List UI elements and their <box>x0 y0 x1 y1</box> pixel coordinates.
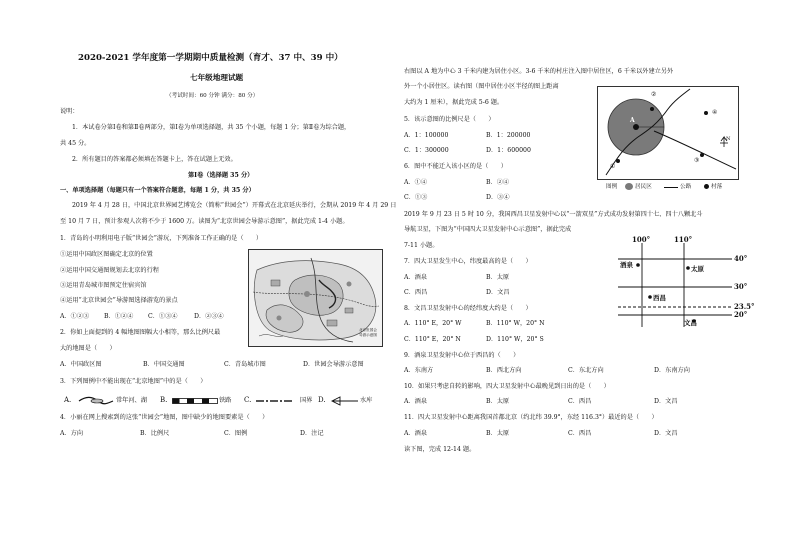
map2-legend-village: 村落 <box>711 184 723 190</box>
q5-answer-d: D．1：600000 <box>486 147 531 154</box>
q8-answer-d: D．110° W，20° S <box>486 336 544 343</box>
question-5: 5．该示意图的比例尺是（ ） <box>404 116 495 123</box>
q11-answer-b: B．太原 <box>486 430 510 437</box>
q2-answer-c: C．青岛城市图 <box>224 361 266 368</box>
expo-map-legend-2: 导游示意图 <box>359 333 377 337</box>
lat-23-5-label: 23.5° <box>734 302 755 311</box>
map2-label-3: ③ <box>694 157 700 164</box>
q8-answer-a: A．110° E，20° W <box>404 320 462 327</box>
question-6: 6．图中不能迁入该小区的是（ ） <box>404 163 507 170</box>
q11-answer-a: A．酒泉 <box>404 430 428 437</box>
q3-legend-a-letter: A. <box>64 396 72 404</box>
exam-subtitle: 七年级地理试题 <box>190 73 244 82</box>
map2-label-1: ① <box>610 163 616 170</box>
exam-title: 2020-2021 学年度第一学期期中质量检测（育才、37 中、39 中） <box>78 53 343 63</box>
question-3: 3．下列图例中不能出现在“北京地图”中的是（ ） <box>60 378 207 385</box>
passage-2: 右图以 A 地为中心 3 千米内建为居住小区。3-6 千米的村庄注入图中居住区，6 千米以外建立另外 <box>404 68 674 75</box>
q1-answer-a: A．①②③ <box>60 313 90 320</box>
q4-answer-d: D．注记 <box>300 430 324 437</box>
q3-legend-c-letter: C. <box>244 396 252 404</box>
border-symbol-icon <box>256 397 298 405</box>
q5-answer-c: C．1：300000 <box>404 147 449 154</box>
note-1: 1．本试卷分第Ⅰ卷和第Ⅱ卷两部分，第Ⅰ卷为单项选择题，共 35 个小题，每题 1 分；第Ⅱ卷为综合题， <box>72 124 351 131</box>
passage-3: 2019 年 9 月 23 日 5 时 10 分，我国西昌卫星发射中心以“一箭双星”方式成功发射第四十七、四十八颗北斗 <box>404 211 703 218</box>
q3-legend-a-label: 常年河、湖 <box>116 397 147 404</box>
map2-label-2: ② <box>651 91 657 98</box>
q8-answer-b: B．110° W，20° N <box>486 320 545 327</box>
lon-110-label: 110° <box>674 235 693 244</box>
residential-map-drawing <box>598 87 738 179</box>
q4-answer-a: A．方向 <box>60 430 84 437</box>
q2-answer-d: D．世园会导游示意图 <box>303 361 364 368</box>
passage-2b: 外一个小居住区。读右图（图中居住小区半径的图上距离 <box>404 83 559 90</box>
q3-legend-b-letter: B. <box>160 396 168 404</box>
passage-1b: 至 10 月 7 日，预计参观人次将不少于 1600 万。读图为“北京世园会导游示意图”，据此完成 1-4 小题。 <box>60 218 349 225</box>
expo-map-legend-1: 北京世园会 <box>359 328 377 332</box>
lat-40-label: 40° <box>734 254 748 263</box>
map2-legend-residential: 居民区 <box>635 184 652 190</box>
question-9: 9．酒泉卫星发射中心位于西昌的（ ） <box>404 352 520 359</box>
passage-3b: 导航卫星，下图为“中国四大卫星发射中心示意图”，据此完成 <box>404 226 572 233</box>
residential-swatch-icon <box>625 183 633 190</box>
question-10: 10．如果只考虑自转的影响，四大卫星发射中心最晚见到日出的是（ ） <box>404 383 610 390</box>
passage-2c: 大约为 1 厘米），据此完成 5-6 题。 <box>404 99 504 106</box>
q10-answer-d: D．文昌 <box>654 398 678 405</box>
lat-20-label: 20° <box>734 310 748 319</box>
railway-symbol-icon <box>172 398 218 404</box>
road-line-icon <box>664 187 678 188</box>
q3-legend-b-label: 铁路 <box>219 397 232 404</box>
note-1b: 共 45 分。 <box>60 140 91 147</box>
q4-answer-b: B．比例尺 <box>140 430 170 437</box>
q7-answer-c: C．西昌 <box>404 289 428 296</box>
wenchang-label: 文昌 <box>684 319 697 327</box>
map2-legend-road: 公路 <box>680 184 692 190</box>
note-2: 2．所有题目的答案都必须填在答题卡上，答在试题上无效。 <box>72 156 237 163</box>
exam-info: （考试时间：60 分钟 满分：80 分） <box>166 93 259 99</box>
jiuquan-label: 酒泉 <box>620 261 633 269</box>
q5-answer-b: B．1：200000 <box>486 132 531 139</box>
note-label: 说明： <box>60 108 79 115</box>
q4-answer-c: C．图例 <box>224 430 248 437</box>
q2-answer-a: A．中国政区图 <box>60 361 102 368</box>
q3-legend-d-letter: D. <box>318 396 326 404</box>
section-1-heading: 一、单项选择题（每题只有一个答案符合题意，每题 1 分，共 35 分） <box>60 187 255 194</box>
q6-answer-b: B．②④ <box>486 179 510 186</box>
question-7: 7．四大卫星发生中心，纬度最高的是（ ） <box>404 258 532 265</box>
passage-3c: 7-11 小题。 <box>404 242 439 249</box>
map2-label-a: A <box>630 117 635 124</box>
q6-answer-c: C．①③ <box>404 194 428 201</box>
q2-answer-b: B．中国交通图 <box>143 361 185 368</box>
q11-answer-c: C．西昌 <box>568 430 592 437</box>
question-4: 4．小丽在网上搜索到的这张“世园会”地图，图中缺少的地图要素是（ ） <box>60 414 269 421</box>
q1-answer-c: C．①③④ <box>148 313 178 320</box>
q1-answer-d: D．②③④ <box>194 313 224 320</box>
q1-answer-b: B．①②④ <box>104 313 134 320</box>
question-2: 2．你如上面提到的 4 幅地图图幅大小相等，那么比例尺最 <box>60 329 221 336</box>
q11-answer-d: D．文昌 <box>654 430 678 437</box>
q1-option-3: ③运用青岛城市图预定住宿宾馆 <box>60 282 147 289</box>
question-8: 8．文昌卫星发射中心的经纬度大约是（ ） <box>404 305 532 312</box>
part1-title: 第Ⅰ卷（选择题 35 分） <box>188 172 254 179</box>
question-2b: 大的地图是（ ） <box>60 345 116 352</box>
passage-1: 2019 年 4 月 28 日，中国北京世界园艺博览会（简称“世园会”）开幕式在北京延庆举行，会期从 2019 年 4 月 29 日 <box>72 202 397 209</box>
lon-100-label: 100° <box>632 235 651 244</box>
q1-option-1: ①运用中国政区图确定北京的位置 <box>60 251 153 258</box>
q7-answer-b: B．太原 <box>486 274 510 281</box>
map2-north-label: N <box>726 136 731 142</box>
q1-option-4: ④运用“北京世园会”导游图选择游览的景点 <box>60 297 178 304</box>
question-1: 1．青岛的小明利用电子版“世园会”游玩，下列准备工作正确的是（ ） <box>60 235 263 242</box>
q10-answer-b: B．太原 <box>486 398 510 405</box>
map2-legend-title: 图例 <box>606 184 618 190</box>
q3-legend-d-label: 水库 <box>360 397 373 404</box>
q5-answer-a: A．1：100000 <box>404 132 449 139</box>
taiyuan-label: 太原 <box>691 265 704 273</box>
q8-answer-c: C．110° E，20° N <box>404 336 461 343</box>
launch-center-map <box>614 235 754 335</box>
map2-label-4: ④ <box>712 109 718 116</box>
lake-river-symbol-icon <box>78 396 114 406</box>
q9-answer-a: A．东南方 <box>404 367 434 374</box>
lat-30-label: 30° <box>734 282 748 291</box>
q10-answer-c: C．西昌 <box>568 398 592 405</box>
q7-answer-a: A．酒泉 <box>404 274 428 281</box>
expo-guide-map <box>248 249 383 347</box>
question-11: 11．四大卫星发射中心距离我国首都北京（约北纬 39.9°，东经 116.3°）最近的是（ ） <box>404 414 658 421</box>
village-dot-icon <box>704 184 709 189</box>
q3-legend-c-label: 国界 <box>300 397 313 404</box>
xichang-label: 西昌 <box>653 294 666 302</box>
residential-area-map <box>597 86 739 180</box>
q9-answer-d: D．东南方向 <box>654 367 690 374</box>
q6-answer-a: A．①④ <box>404 179 428 186</box>
q9-answer-c: C．东北方向 <box>568 367 604 374</box>
q10-answer-a: A．酒泉 <box>404 398 428 405</box>
reservoir-symbol-icon <box>330 396 360 406</box>
q9-answer-b: B．西北方向 <box>486 367 522 374</box>
passage-4: 读下图，完成 12-14 题。 <box>404 446 476 453</box>
q6-answer-d: D．③④ <box>486 194 510 201</box>
q7-answer-d: D．文昌 <box>486 289 510 296</box>
q1-option-2: ②运用中国交通图规划去北京的行程 <box>60 267 159 274</box>
